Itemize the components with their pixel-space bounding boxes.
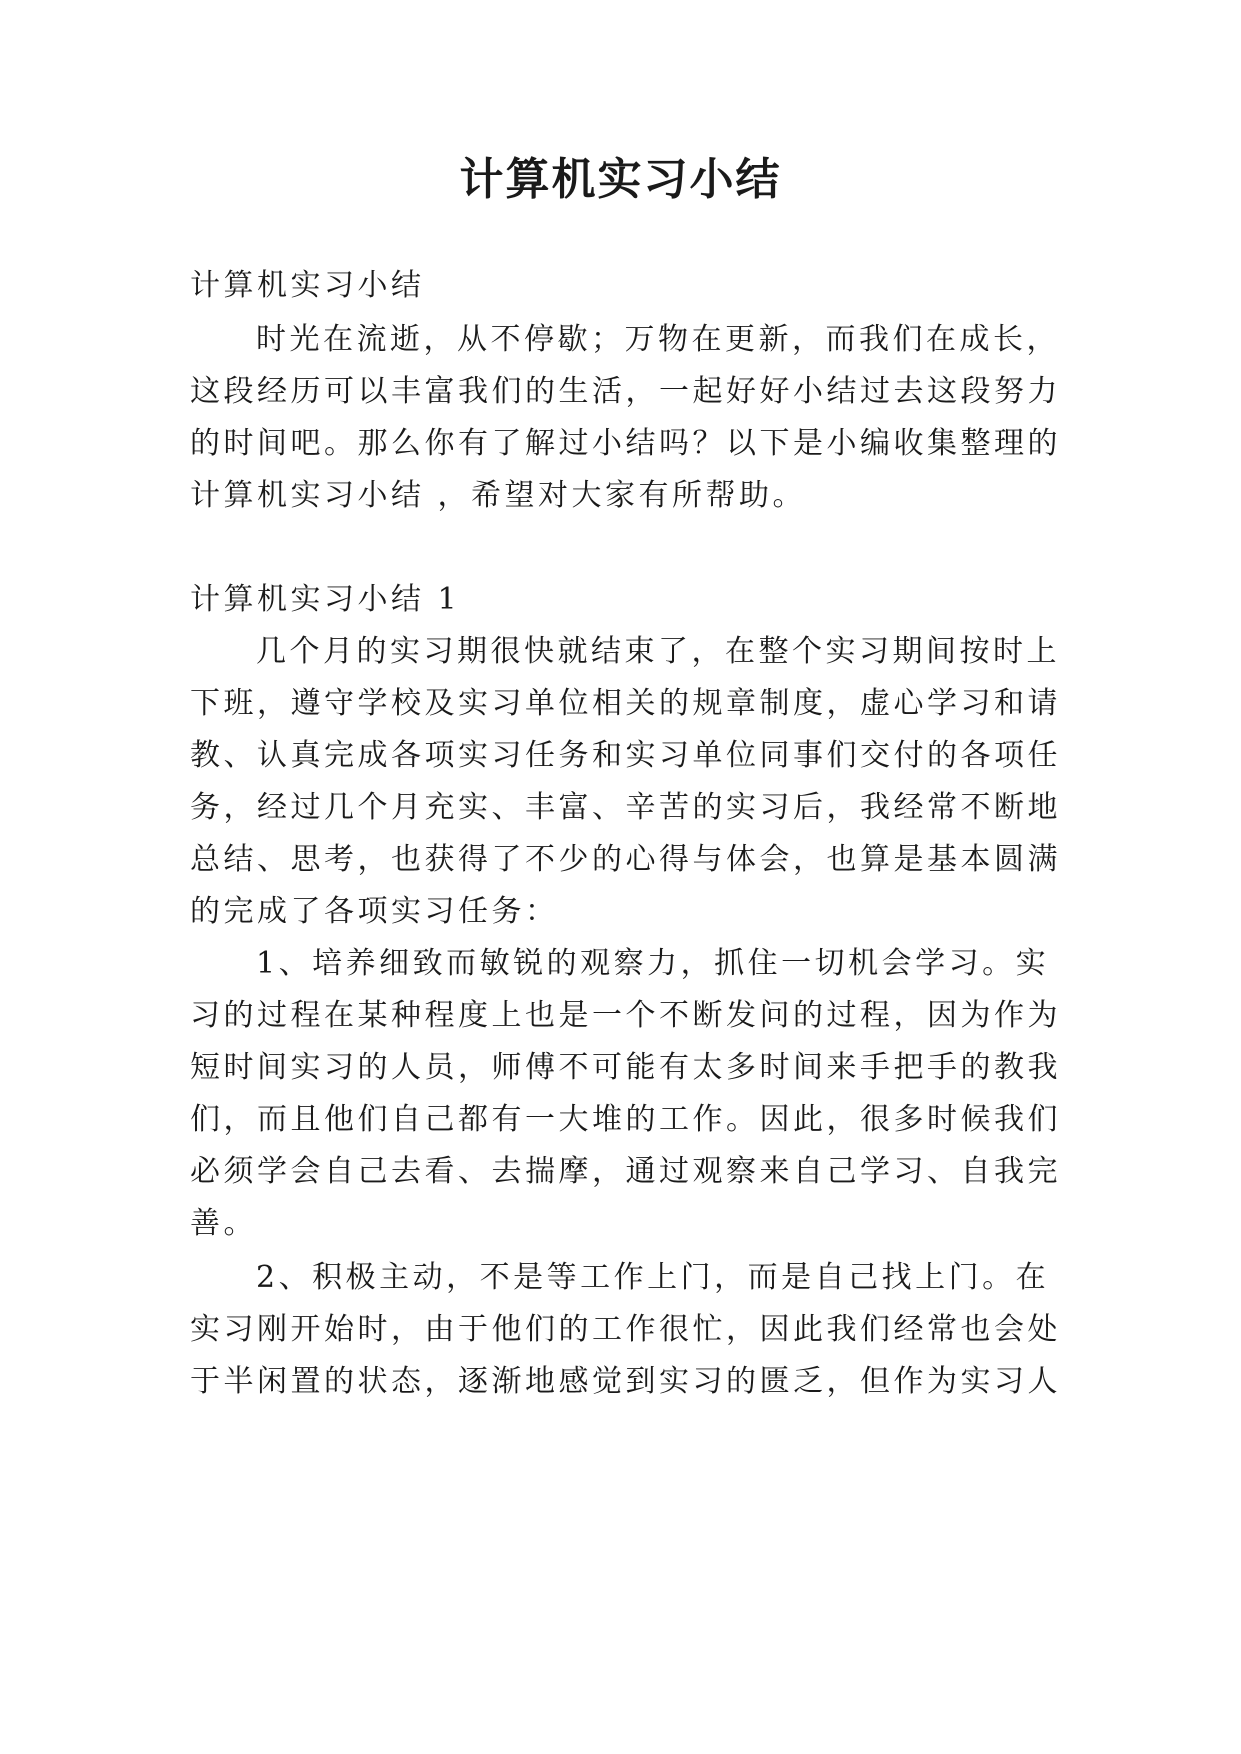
paragraph-line: 教、认真完成各项实习任务和实习单位同事们交付的各项任 <box>190 738 1061 773</box>
paragraph-line: 们，而且他们自己都有一大堆的工作。因此，很多时候我们 <box>190 1102 1061 1137</box>
paragraph-line: 1、培养细致而敏锐的观察力，抓住一切机会学习。实 <box>256 946 1050 981</box>
paragraph-line: 习的过程在某种程度上也是一个不断发问的过程，因为作为 <box>190 998 1061 1033</box>
paragraph-line: 的时间吧。那么你有了解过小结吗？以下是小编收集整理的 <box>190 426 1061 461</box>
paragraph-line: 计算机实习小结 ，希望对大家有所帮助。 <box>190 478 807 513</box>
paragraph-line: 的完成了各项实习任务： <box>190 894 559 929</box>
paragraph-line: 务，经过几个月充实、丰富、辛苦的实习后，我经常不断地 <box>190 790 1061 825</box>
paragraph-line: 善。 <box>190 1206 257 1241</box>
paragraph-line: 几个月的实习期很快就结束了，在整个实习期间按时上 <box>256 634 1060 669</box>
paragraph-line: 下班，遵守学校及实习单位相关的规章制度，虚心学习和请 <box>190 686 1061 721</box>
paragraph-line: 总结、思考，也获得了不少的心得与体会，也算是基本圆满 <box>190 842 1061 877</box>
paragraph-line: 必须学会自己去看、去揣摩，通过观察来自己学习、自我完 <box>190 1154 1061 1189</box>
paragraph-line: 实习刚开始时，由于他们的工作很忙，因此我们经常也会处 <box>190 1312 1061 1347</box>
paragraph-line: 于半闲置的状态，逐渐地感觉到实习的匮乏，但作为实习人 <box>190 1364 1061 1399</box>
section-heading: 计算机实习小结 <box>190 268 425 303</box>
paragraph-line: 2、积极主动，不是等工作上门，而是自己找上门。在 <box>256 1260 1050 1295</box>
section-heading: 计算机实习小结 1 <box>190 582 461 617</box>
document-title: 计算机实习小结 <box>459 154 782 205</box>
paragraph-line: 这段经历可以丰富我们的生活，一起好好小结过去这段努力 <box>190 374 1061 409</box>
paragraph-line: 时光在流逝，从不停歇；万物在更新，而我们在成长， <box>256 322 1060 357</box>
paragraph-line: 短时间实习的人员，师傅不可能有太多时间来手把手的教我 <box>190 1050 1061 1085</box>
